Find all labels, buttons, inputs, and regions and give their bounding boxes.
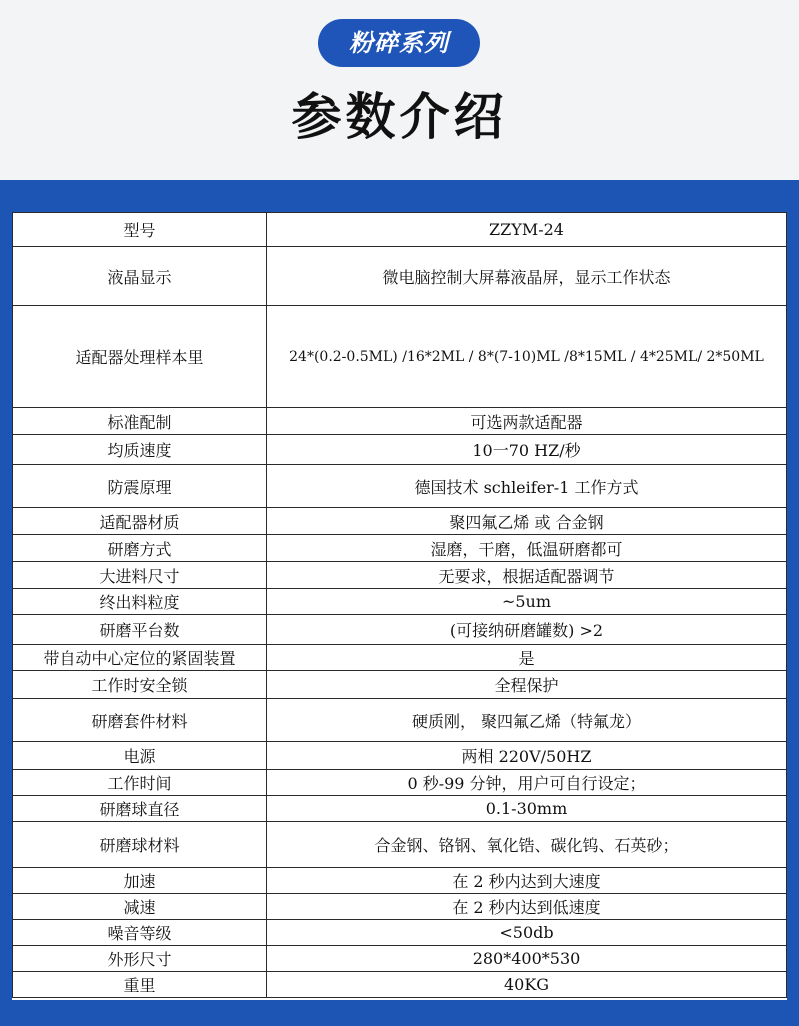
spec-table: [12, 212, 787, 998]
row-label: 型号: [13, 213, 267, 247]
table-row: [13, 589, 787, 615]
table-row: [13, 508, 787, 535]
table-row: [13, 671, 787, 699]
table-row: [13, 535, 787, 562]
table-row: [13, 972, 787, 998]
row-label: 噪音等级: [13, 920, 267, 946]
page-title: 参数介绍: [291, 88, 508, 146]
row-label: 均质速度: [13, 435, 267, 465]
table-row: [13, 822, 787, 868]
table-row: [13, 894, 787, 920]
row-label: 液晶显示: [13, 247, 267, 306]
row-value: ~5um: [267, 589, 787, 615]
row-label: 减速: [13, 894, 267, 920]
row-label: 大进料尺寸: [13, 562, 267, 589]
table-row: [13, 615, 787, 645]
table-row: [13, 247, 787, 306]
row-value: 在 2 秒内达到低速度: [267, 894, 787, 920]
row-label: 研磨套件材料: [13, 699, 267, 742]
row-value: <50db: [267, 920, 787, 946]
row-label: 研磨平台数: [13, 615, 267, 645]
row-value: ZZYM-24: [267, 213, 787, 247]
row-value: 全程保护: [267, 671, 787, 699]
row-value: 微电脑控制大屏幕液晶屏，显示工作状态: [267, 247, 787, 306]
row-value: 24*(0.2-0.5ML) /16*2ML / 8*(7-10)ML /8*15ML / 4*25ML/ 2*50ML: [267, 306, 787, 408]
row-label: 标准配制: [13, 408, 267, 435]
row-value: 无要求，根据适配器调节: [267, 562, 787, 589]
row-value: 德国技术 schleifer-1 工作方式: [267, 465, 787, 508]
table-row: [13, 213, 787, 247]
row-value: 10一70 HZ/秒: [267, 435, 787, 465]
spec-table-container: [12, 212, 787, 1000]
row-label: 适配器处理样本里: [13, 306, 267, 408]
row-label: 重里: [13, 972, 267, 998]
row-label: 工作时间: [13, 770, 267, 796]
row-label: 加速: [13, 868, 267, 894]
series-badge: 粉碎系列: [318, 19, 480, 67]
row-label: 终出料粒度: [13, 589, 267, 615]
table-row: [13, 868, 787, 894]
row-label: 研磨方式: [13, 535, 267, 562]
table-row: [13, 645, 787, 671]
table-row: [13, 408, 787, 435]
table-row: [13, 770, 787, 796]
table-row: [13, 946, 787, 972]
table-row: [13, 920, 787, 946]
table-row: [13, 465, 787, 508]
row-value: 湿磨，干磨，低温研磨都可: [267, 535, 787, 562]
row-value: 0 秒-99 分钟，用户可自行设定；: [267, 770, 787, 796]
row-label: 研磨球直径: [13, 796, 267, 822]
row-value: 两相 220V/50HZ: [267, 742, 787, 770]
page-header: [0, 0, 799, 180]
row-label: 工作时安全锁: [13, 671, 267, 699]
row-value: 合金钢、铬钢、氧化锆、碳化钨、石英砂；: [267, 822, 787, 868]
row-label: 适配器材质: [13, 508, 267, 535]
table-row: [13, 699, 787, 742]
table-row: [13, 562, 787, 589]
row-value: 可选两款适配器: [267, 408, 787, 435]
row-value: 280*400*530: [267, 946, 787, 972]
row-value: (可接纳研磨罐数) >2: [267, 615, 787, 645]
row-value: 硬质刚， 聚四氟乙烯（特氟龙）: [267, 699, 787, 742]
table-row: [13, 435, 787, 465]
row-label: 电源: [13, 742, 267, 770]
row-label: 带自动中心定位的紧固装置: [13, 645, 267, 671]
row-value: 是: [267, 645, 787, 671]
table-row: [13, 742, 787, 770]
row-label: 外形尺寸: [13, 946, 267, 972]
table-row: [13, 796, 787, 822]
row-value: 在 2 秒内达到大速度: [267, 868, 787, 894]
row-label: 防震原理: [13, 465, 267, 508]
row-label: 研磨球材料: [13, 822, 267, 868]
row-value: 40KG: [267, 972, 787, 998]
table-row: [13, 306, 787, 408]
row-value: 聚四氟乙烯 或 合金钢: [267, 508, 787, 535]
row-value: 0.1-30mm: [267, 796, 787, 822]
